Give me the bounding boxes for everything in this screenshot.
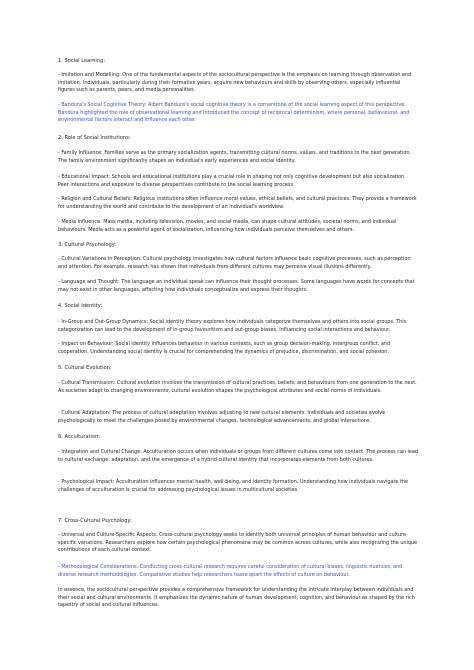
heading-cross-cultural: 7. Cross-Cultural Psychology: xyxy=(58,518,132,524)
heading-social-identity: 4. Social Identity: xyxy=(58,303,103,309)
paragraph-impact-behaviour: - Impact on Behaviour: Social identity influences behaviour in various contexts, such as group decision-making, intergroup conflict, and cooperation. Understanding social identity is crucial for comprehending the dynamics of prejudice, discrimination, and social cohesion. xyxy=(58,341,391,355)
paragraph-psychological-impact: - Psychological Impact: Acculturation influences mental health, well-being, and identity formation. Understanding how individuals navigate the challenges of acculturation is crucial for addressing psychological issues in multicultural societies. xyxy=(58,479,408,493)
paragraph-religion-beliefs: - Religion and Cultural Beliefs: Religious institutions often influence moral values, ethical beliefs, and cultural practices. They provide a framework for understanding the world and contribute to the development of an individual's worldview. xyxy=(58,196,417,210)
paragraph-bandura-theory: - Bandura's Social Cognitive Theory: Albert Bandura's social cognitive theory is a cornerstone of the social learning aspect of this perspective. Bandura highlighted the role of observational learning and introduced the concept of reciprocal determinism, where personal, behavioural, and environmental factors interact and influence each other. xyxy=(58,102,410,123)
paragraph-language-thought: - Language and Thought: The language an individual speak can influence their thought processes. Some languages have words for concepts that may not exist in other languages, affecting how individuals conceptualize and express their thoughts. xyxy=(58,279,415,293)
paragraph-cultural-transmission: - Cultural Transmission: Cultural evolution involves the transmission of cultural practices, beliefs, and behaviours from one generation to the next. As societies adapt to changing environments, cultural evolution shapes the psychological attributes and social norms of individuals. xyxy=(58,380,417,394)
paragraph-methodological: - Methodological Considerations: Conducting cross-cultural research requires careful consideration of cultural biases, linguistic nuances, and diverse research methodologies. Comparative studies help researchers tease apart the effects of culture on behaviour. xyxy=(58,564,403,578)
heading-acculturation: 6. Acculturation: xyxy=(58,434,101,440)
paragraph-conclusion: In essence, the sociocultural perspective provides a comprehensive framework for understanding the intricate interplay between individuals and their social and cultural environments. It emphasizes the dynamic nature of human development, cognition, and behaviour as shaped by the rich tapestry of social and cultural influences. xyxy=(58,587,415,608)
paragraph-universal-specific: - Universal and Culture-Specific Aspects: Cross-cultural psychology seeks to identify both universal principles of human behaviour and culture-specific variations. Researchers explore how certain psychological phenomena may be common across cultures, while also recognizing the unique contributions of each cultural context. xyxy=(58,532,418,553)
paragraph-cultural-adaptation: - Cultural Adaptation: The process of cultural adaptation involves adjusting to new cultural elements. Individuals and societies evolve psychologically to meet the challenges posed by environmental changes, technological advancements, and global interactions. xyxy=(58,410,386,424)
heading-social-institutions: 2. Role of Social Institutions: xyxy=(58,135,131,141)
paragraph-educational-impact: - Educational Impact: Schools and educational institutions play a crucial role in shaping not only cognitive development but also socialization. Peer interactions and exposure to diverse perspectives contribute to the social learning process. xyxy=(58,174,406,188)
paragraph-ingroup-outgroup: - In-Group and Out-Group Dynamics: Social identity theory explores how individuals categorize themselves and others into social groups. This categorization can lead to the development of in-group favouritism and out-group biases, influencing social interactions and behaviour. xyxy=(58,319,407,333)
heading-cultural-psychology: 3. Cultural Psychology: xyxy=(58,242,117,248)
paragraph-integration-change: - Integration and Cultural Change: Acculturation occurs when individuals or groups from different cultures come into contact. The process can lead to cultural exchange, adaptation, and the emergence of a hybrid cultural identity that incorporates elements from both cultures. xyxy=(58,449,418,463)
heading-social-learning: 1. Social Learning: xyxy=(58,58,106,64)
paragraph-cultural-variations: - Cultural Variations in Perception: Cultural psychology investigates how cultural factors influence basic cognitive processes, such as perception and attention. For example, research has shown that individuals from different cultures may perceive visual illusions differently. xyxy=(58,256,411,270)
paragraph-media-influence: - Media Influence: Mass media, including television, movies, and social media, can shape cultural attitudes, societal norms, and individual behaviours. Media acts as a powerful agent of socialization, influencing how individuals perceive themselves and others. xyxy=(58,219,397,233)
paragraph-family-influence: - Family Influence: Families serve as the primary socialization agents, transmitting cultural norms, values, and traditions to the next generation. The family environment significantly shapes an individual's early experiences and social identity. xyxy=(58,150,412,164)
paragraph-imitation-modelling: - Imitation and Modelling: One of the fundamental aspects of the sociocultural perspective is the emphasis on learning through observation and imitation. Individuals, particularly during their formative years, acquire new behaviours and skills by observing others, especially influential figures such as parents, peers, and media personalities. xyxy=(58,72,412,93)
heading-cultural-evolution: 5. Cultural Evolution: xyxy=(58,365,112,371)
